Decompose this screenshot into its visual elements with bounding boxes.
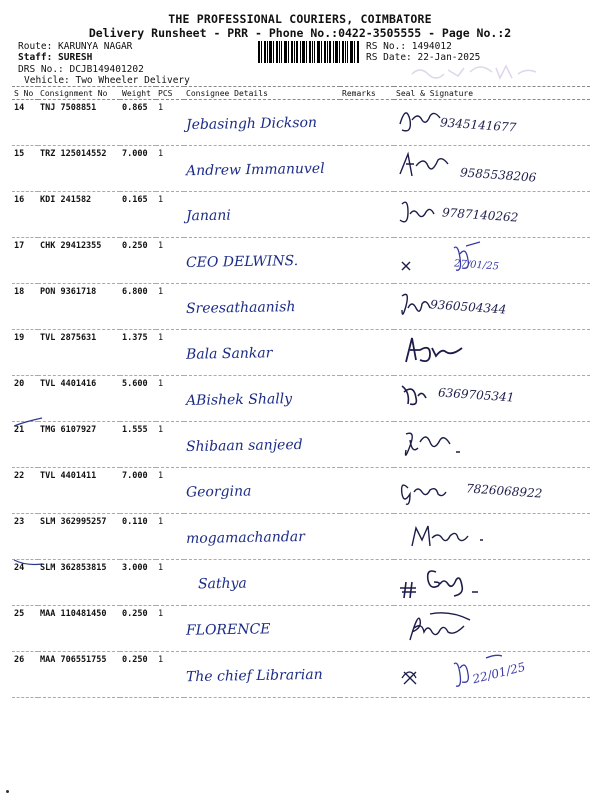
signature bbox=[396, 470, 476, 508]
consignment-number: CHK 29412355 bbox=[38, 238, 120, 284]
consignee-cell bbox=[184, 100, 340, 146]
pieces: 1 bbox=[156, 652, 184, 698]
remarks-cell bbox=[340, 606, 394, 652]
remarks-cell bbox=[340, 652, 394, 698]
consignee-handwriting: Bala Sankar bbox=[185, 345, 273, 363]
remarks-cell bbox=[340, 238, 394, 284]
remarks-cell bbox=[340, 100, 394, 146]
weight: 7.000 bbox=[120, 146, 156, 192]
pieces: 1 bbox=[156, 100, 184, 146]
col-header: Seal & Signature bbox=[394, 87, 590, 100]
weight: 7.000 bbox=[120, 468, 156, 514]
receiver-phone: 9787140262 bbox=[441, 205, 519, 225]
vehicle-label: Vehicle: Two Wheeler Delivery bbox=[24, 75, 190, 86]
pieces: 1 bbox=[156, 330, 184, 376]
serial-number: 25 bbox=[12, 606, 38, 652]
consignment-number: TMG 6107927 bbox=[38, 422, 120, 468]
col-header: PCS bbox=[156, 87, 184, 100]
scan-dot bbox=[6, 790, 9, 793]
consignee-cell bbox=[184, 560, 340, 606]
consignee-cell bbox=[184, 652, 340, 698]
weight: 0.865 bbox=[120, 100, 156, 146]
pieces: 1 bbox=[156, 376, 184, 422]
consignment-number: MAA 706551755 bbox=[38, 652, 120, 698]
receiver-date: 27/01/25 bbox=[453, 258, 500, 273]
consignee-cell bbox=[184, 468, 340, 514]
pieces: 1 bbox=[156, 468, 184, 514]
consignment-number: MAA 110481450 bbox=[38, 606, 120, 652]
consignment-number: TVL 2875631 bbox=[38, 330, 120, 376]
consignee-handwriting: ABishek Shally bbox=[185, 391, 293, 409]
weight: 1.375 bbox=[120, 330, 156, 376]
weight: 0.250 bbox=[120, 652, 156, 698]
consignee-handwriting: The chief Librarian bbox=[185, 666, 323, 686]
barcode bbox=[258, 41, 360, 63]
weight: 0.250 bbox=[120, 238, 156, 284]
remarks-cell bbox=[340, 146, 394, 192]
consignee-cell bbox=[184, 514, 340, 560]
serial-number: 15 bbox=[12, 146, 38, 192]
receiver-phone: 9345141677 bbox=[439, 115, 517, 135]
consignment-number: TRZ 125014552 bbox=[38, 146, 120, 192]
table-row bbox=[12, 284, 590, 330]
signature-cell bbox=[394, 422, 590, 468]
pieces: 1 bbox=[156, 146, 184, 192]
table-row bbox=[12, 238, 590, 284]
weight: 0.165 bbox=[120, 192, 156, 238]
consignee-cell bbox=[184, 192, 340, 238]
serial-number: 14 bbox=[12, 100, 38, 146]
staff-label: Staff: SURESH bbox=[18, 52, 93, 63]
table-row bbox=[12, 330, 590, 376]
remarks-cell bbox=[340, 560, 394, 606]
runsheet-title: Delivery Runsheet - PRR - Phone No.:0422-3505555 - Page No.:2 bbox=[88, 26, 512, 40]
signature-cell bbox=[394, 514, 590, 560]
consignee-handwriting: Andrew Immanuvel bbox=[185, 160, 325, 180]
consignee-cell bbox=[184, 422, 340, 468]
signature bbox=[396, 332, 486, 370]
runsheet-table bbox=[12, 86, 590, 698]
serial-number-text: 24 bbox=[14, 563, 25, 573]
weight: 3.000 bbox=[120, 560, 156, 606]
table-row bbox=[12, 560, 590, 606]
signature bbox=[396, 424, 486, 462]
table-row bbox=[12, 468, 590, 514]
consignee-handwriting: CEO DELWINS. bbox=[185, 253, 299, 271]
weight: 6.800 bbox=[120, 284, 156, 330]
consignee-handwriting: Shibaan sanjeed bbox=[185, 436, 303, 456]
remarks-cell bbox=[340, 284, 394, 330]
receiver-phone: 7826068922 bbox=[465, 481, 543, 501]
signature bbox=[396, 148, 456, 186]
signature-cell bbox=[394, 560, 590, 606]
col-header: S No bbox=[12, 87, 38, 100]
serial-number: 26 bbox=[12, 652, 38, 698]
serial-number: 19 bbox=[12, 330, 38, 376]
consignee-cell bbox=[184, 606, 340, 652]
table-header bbox=[12, 87, 590, 100]
rs-number: RS No.: 1494012 bbox=[366, 41, 452, 52]
serial-number-text: 21 bbox=[14, 425, 25, 435]
consignee-handwriting: mogamachandar bbox=[185, 528, 305, 548]
consignment-number: PON 9361718 bbox=[38, 284, 120, 330]
receiver-date: 22/01/25 bbox=[471, 659, 527, 687]
remarks-cell bbox=[340, 514, 394, 560]
col-header: Consignee Details bbox=[184, 87, 340, 100]
col-header: Weight bbox=[120, 87, 156, 100]
serial-number bbox=[12, 560, 38, 606]
pieces: 1 bbox=[156, 284, 184, 330]
consignment-number: SLM 362853815 bbox=[38, 560, 120, 606]
table-row bbox=[12, 652, 590, 698]
signature-cell bbox=[394, 376, 590, 422]
remarks-cell bbox=[340, 192, 394, 238]
consignee-handwriting: Sathya bbox=[197, 575, 247, 593]
table-row bbox=[12, 146, 590, 192]
consignment-number: KDI 241582 bbox=[38, 192, 120, 238]
col-header: Consignment No bbox=[38, 87, 120, 100]
pieces: 1 bbox=[156, 192, 184, 238]
weight: 5.600 bbox=[120, 376, 156, 422]
table-row bbox=[12, 192, 590, 238]
receiver-phone: 9585538206 bbox=[459, 165, 537, 185]
table-row bbox=[12, 376, 590, 422]
col-header: Remarks bbox=[340, 87, 394, 100]
consignee-handwriting: Jebasingh Dickson bbox=[185, 114, 318, 134]
drs-number: DRS No.: DCJB149401202 bbox=[18, 64, 144, 75]
table-row bbox=[12, 606, 590, 652]
table-row bbox=[12, 422, 590, 468]
consignee-handwriting: FLORENCE bbox=[185, 621, 271, 639]
serial-number: 20 bbox=[12, 376, 38, 422]
route-label: Route: KARUNYA NAGAR bbox=[18, 41, 133, 52]
signature bbox=[396, 516, 506, 554]
serial-number: 22 bbox=[12, 468, 38, 514]
remarks-cell bbox=[340, 376, 394, 422]
consignee-handwriting: Georgina bbox=[185, 483, 252, 501]
serial-number: 23 bbox=[12, 514, 38, 560]
pieces: 1 bbox=[156, 514, 184, 560]
weight: 0.110 bbox=[120, 514, 156, 560]
consignee-handwriting: Sreesathaanish bbox=[185, 299, 296, 317]
signature-cell bbox=[394, 606, 590, 652]
serial-number: 17 bbox=[12, 238, 38, 284]
signature-cell bbox=[394, 192, 590, 238]
company-title: THE PROFESSIONAL COURIERS, COIMBATORE bbox=[168, 12, 432, 26]
consignment-number: TVL 4401411 bbox=[38, 468, 120, 514]
pieces: 1 bbox=[156, 422, 184, 468]
faint-stamp bbox=[410, 60, 540, 82]
serial-number: 16 bbox=[12, 192, 38, 238]
serial-number bbox=[12, 422, 38, 468]
table-row bbox=[12, 100, 590, 146]
consignee-cell bbox=[184, 284, 340, 330]
consignee-handwriting: Janani bbox=[185, 207, 231, 225]
table-row bbox=[12, 514, 590, 560]
consignee-cell bbox=[184, 146, 340, 192]
pieces: 1 bbox=[156, 560, 184, 606]
pieces: 1 bbox=[156, 238, 184, 284]
rs-date: RS Date: 22-Jan-2025 bbox=[366, 52, 481, 63]
signature-cell bbox=[394, 468, 590, 514]
signature bbox=[396, 562, 526, 602]
consignee-cell bbox=[184, 330, 340, 376]
signature-cell bbox=[394, 100, 590, 146]
remarks-cell bbox=[340, 468, 394, 514]
weight: 1.555 bbox=[120, 422, 156, 468]
signature-cell bbox=[394, 330, 590, 376]
signature bbox=[396, 608, 516, 646]
consignee-cell bbox=[184, 376, 340, 422]
signature-cell bbox=[394, 146, 590, 192]
consignee-cell bbox=[184, 238, 340, 284]
weight: 0.250 bbox=[120, 606, 156, 652]
signature-cell bbox=[394, 238, 590, 284]
remarks-cell bbox=[340, 330, 394, 376]
consignment-number: TVL 4401416 bbox=[38, 376, 120, 422]
signature-cell bbox=[394, 652, 590, 698]
consignment-number: TNJ 7508851 bbox=[38, 100, 120, 146]
receiver-phone: 6369705341 bbox=[437, 385, 515, 405]
serial-number: 18 bbox=[12, 284, 38, 330]
signature-cell bbox=[394, 284, 590, 330]
receiver-phone: 9360504344 bbox=[429, 297, 507, 317]
remarks-cell bbox=[340, 422, 394, 468]
pieces: 1 bbox=[156, 606, 184, 652]
consignment-number: SLM 362995257 bbox=[38, 514, 120, 560]
